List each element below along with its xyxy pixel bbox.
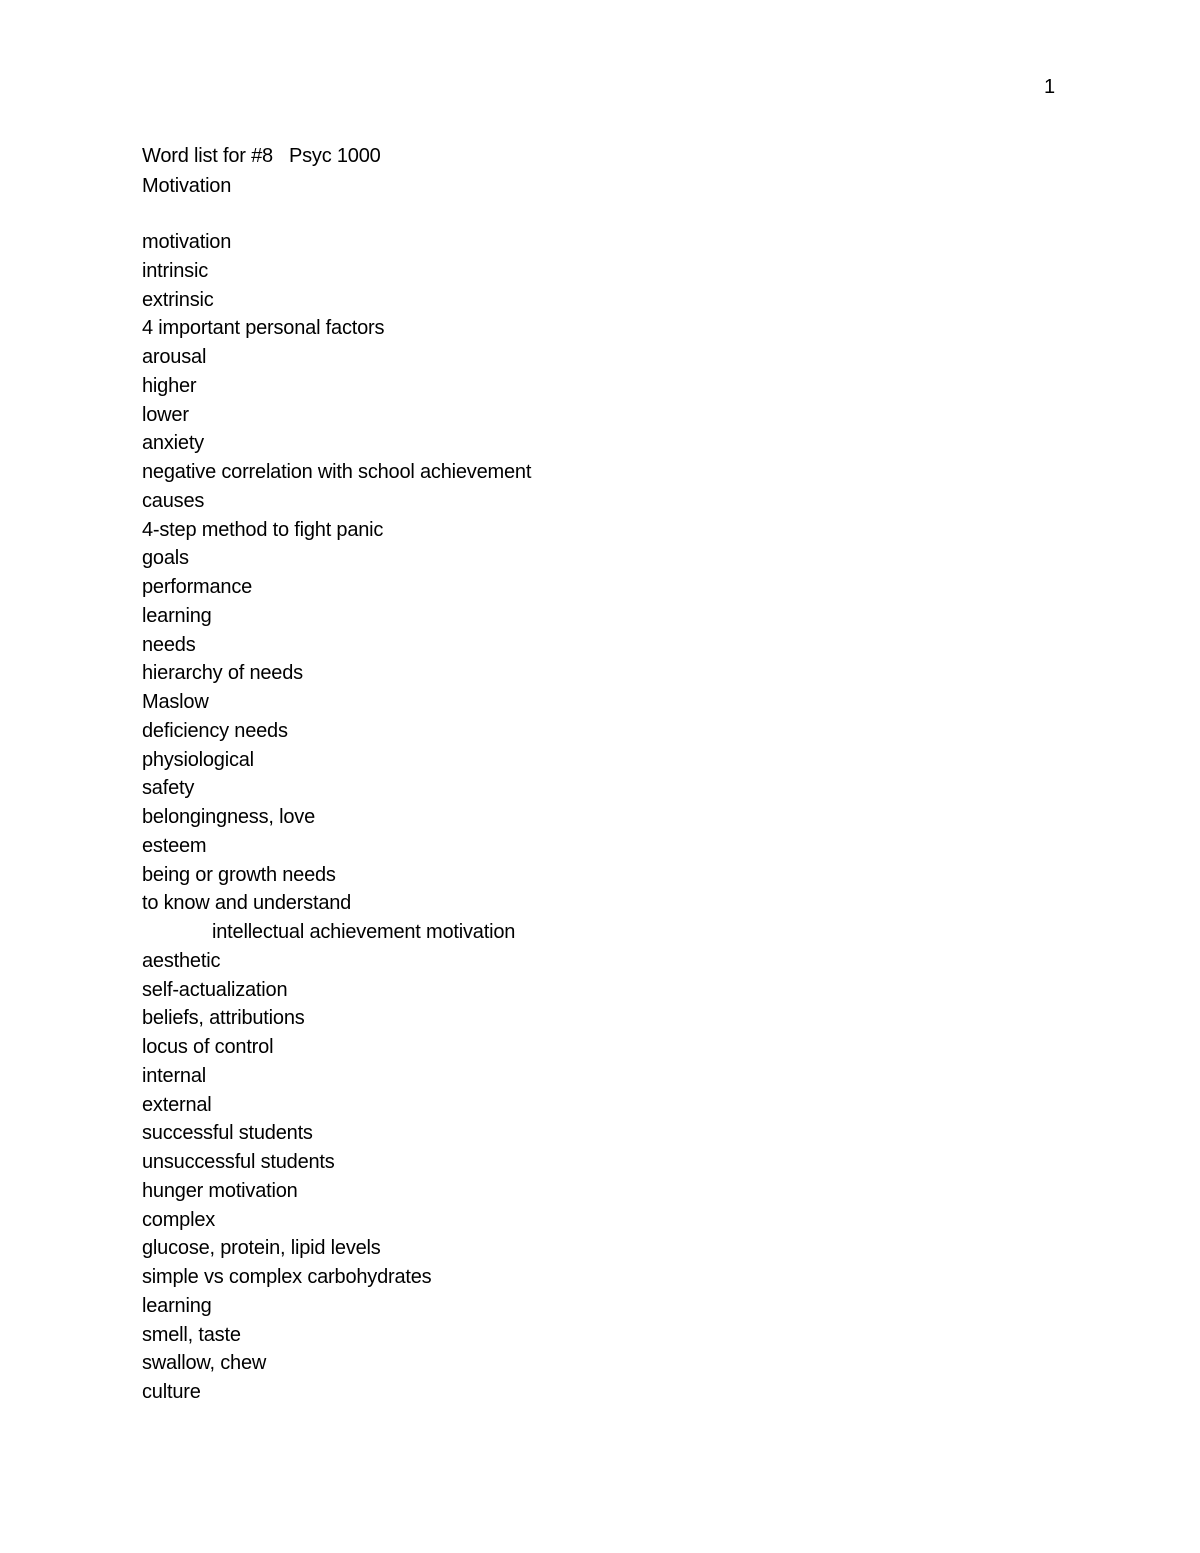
word-list-item: smell, taste xyxy=(142,1323,241,1346)
word-list-item: causes xyxy=(142,489,205,512)
word-list-item: safety xyxy=(142,777,195,800)
word-list-item: simple vs complex carbohydrates xyxy=(142,1266,432,1288)
word-list-item: intrinsic xyxy=(142,259,208,282)
word-list-item: hierarchy of needs xyxy=(142,662,303,685)
word-list-item: esteem xyxy=(142,834,207,857)
word-list-item: glucose, protein, lipid levels xyxy=(142,1237,381,1260)
word-list-item: arousal xyxy=(142,346,207,368)
word-list-item: negative correlation with school achievement xyxy=(142,461,532,483)
word-list-item: successful students xyxy=(142,1122,313,1145)
document-heading xyxy=(142,142,1042,201)
word-list-item: hunger motivation xyxy=(142,1179,298,1202)
word-list-item: unsuccessful students xyxy=(142,1151,335,1173)
word-list-item: learning xyxy=(142,604,212,627)
word-list-item: anxiety xyxy=(142,432,204,455)
page-number: 1 xyxy=(1044,76,1056,98)
word-list-item: locus of control xyxy=(142,1036,274,1058)
word-list-item: 4-step method to fight panic xyxy=(142,518,384,541)
topic-title: Motivation xyxy=(142,174,232,197)
word-list-item: physiological xyxy=(142,748,254,771)
word-list-item: motivation xyxy=(142,231,232,253)
word-list-item: self-actualization xyxy=(142,978,288,1001)
word-list-item: complex xyxy=(142,1208,216,1231)
word-list-item: needs xyxy=(142,633,196,656)
word-list-item: performance xyxy=(142,576,253,598)
word-list-item: to know and understand xyxy=(142,892,352,915)
word-list-item: 4 important personal factors xyxy=(142,317,385,340)
word-list-item: culture xyxy=(142,1381,201,1403)
word-list-item: swallow, chew xyxy=(142,1352,267,1375)
word-list-item: goals xyxy=(142,547,189,570)
word-list-item: Maslow xyxy=(142,691,209,713)
word-list-item: belongingness, love xyxy=(142,806,315,828)
word-list-item: learning xyxy=(142,1294,212,1317)
word-list-item: higher xyxy=(142,374,197,397)
word-list-item: beliefs, attributions xyxy=(142,1007,305,1030)
word-list-title: Word list for #8 Psyc 1000 xyxy=(142,145,381,167)
word-list-item: lower xyxy=(142,403,189,426)
word-list-item: deficiency needs xyxy=(142,719,288,742)
word-list xyxy=(142,228,1042,1407)
word-list-item: internal xyxy=(142,1064,206,1087)
word-list-item: extrinsic xyxy=(142,288,214,311)
word-list-item: being or growth needs xyxy=(142,863,336,886)
word-list-item: external xyxy=(142,1093,212,1116)
word-list-item: aesthetic xyxy=(142,949,221,972)
word-list-item: intellectual achievement motivation xyxy=(212,921,516,943)
